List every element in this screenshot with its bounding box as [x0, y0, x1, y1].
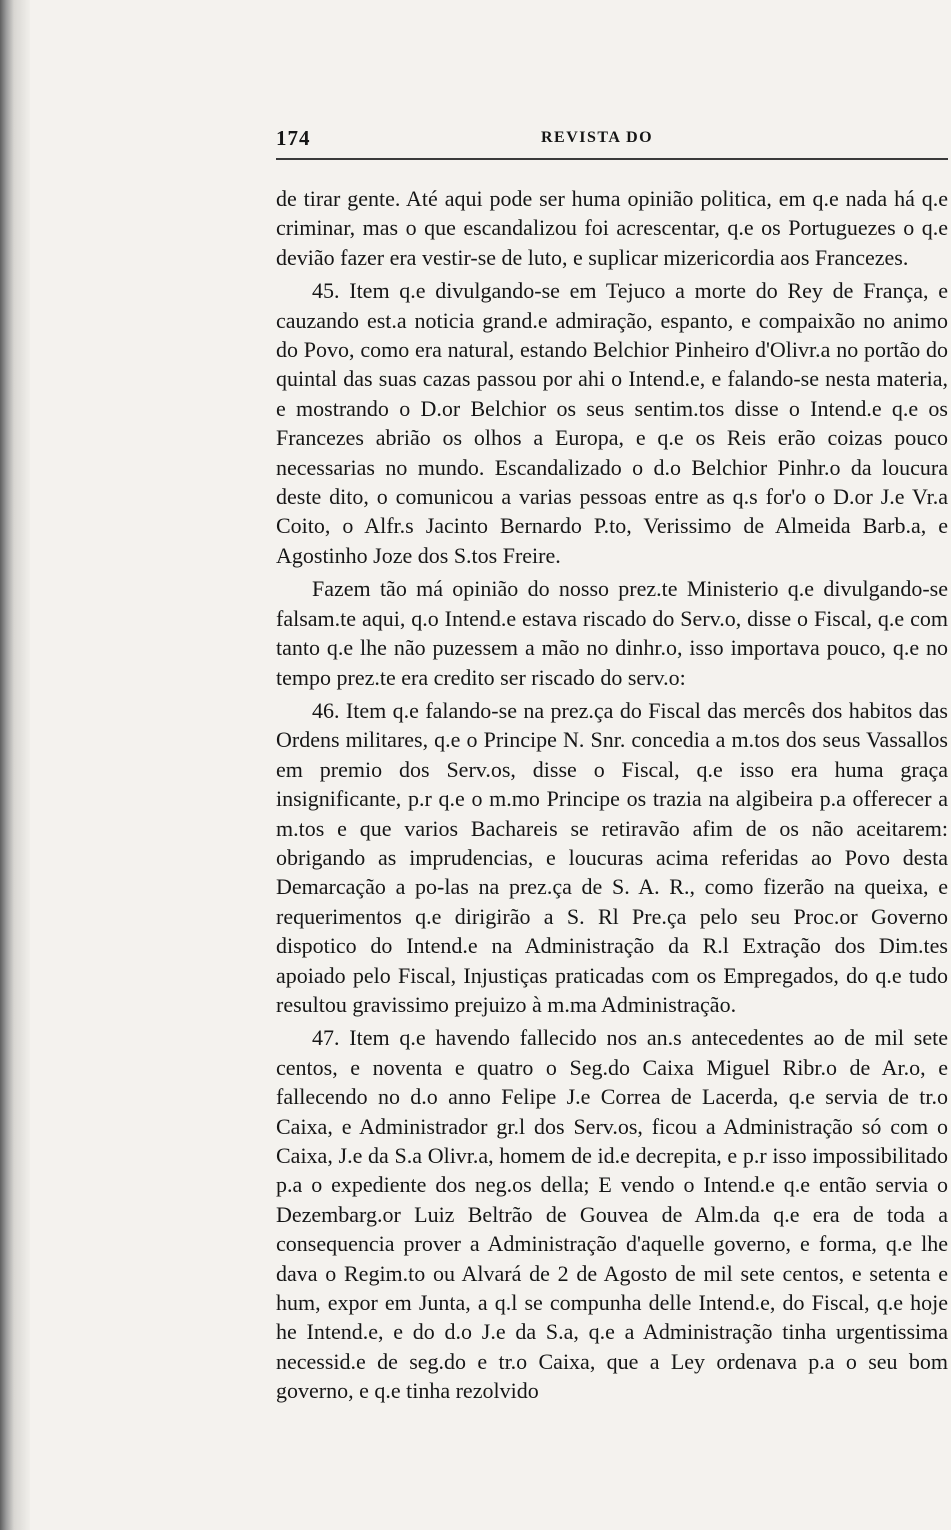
- running-title: REVISTA DO: [541, 129, 654, 146]
- page-binding-edge: [0, 0, 30, 1530]
- paragraph-continuation: de tirar gente. Até aqui pode ser huma opinião politica, em q.e nada há q.e criminar, mas o que escandalizou foi acrescentar, q.e os Portuguezes o q.e devião fazer era vestir-se de luto, e suplicar mizericordia aos Francezes.: [276, 186, 948, 270]
- text-body: [276, 184, 948, 1410]
- page-header: [276, 120, 948, 160]
- paragraph-item-46: 46. Item q.e falando-se na prez.ça do Fiscal das mercês dos habitos das Ordens militares, q.e o Principe N. Snr. concedia a m.tos dos seus Vassallos em premio dos Serv.os, disse o Fiscal, q.e isso era huma graça insignificante, p.r q.e o m.mo Principe os trazia na algibeira p.a offerecer a m.tos e que varios Bachareis se retiravão afim de os não aceitarem: obrigando as imprudencias, e loucuras acima referidas ao Povo desta Demarcação a po-las na prez.ça de S. A. R., como fizerão na queixa, e requerimentos q.e dirigirão a S. Rl Pre.ça pelo seu Proc.or Governo dispotico do Intend.e na Administração da R.l Extração dos Dim.tes apoiado pelo Fiscal, Injustiças praticadas com os Empregados, do q.e tudo resultou gravissimo prejuizo à m.ma Administração.: [276, 697, 948, 1017]
- paragraph-item-45: 45. Item q.e divulgando-se em Tejuco a morte do Rey de França, e cauzando est.a noticia grand.e admiração, espanto, e compaixão no animo do Povo, como era natural, estando Belchior Pinheiro d'Olivr.a no portão do quintal das suas cazas passou por ahi o Intend.e, e falando-se nesta materia, e mostrando o D.or Belchior os seus sentim.tos disse o Intend.e q.e os Francezes abrião os olhos a Europa, e q.e os Reis erão coizas pouco necessarias no mundo. Escandalizado o d.o Belchior Pinhr.o da loucura deste dito, o comunicou a varias pessoas entre as q.s for'o o D.or J.e Vr.a Coito, o Alfr.s Jacinto Bernardo P.to, Verissimo de Almeida Barb.a, e Agostinho Joze dos S.tos Freire.: [276, 278, 948, 568]
- header-rule: [276, 158, 948, 160]
- paragraph-fazem: Fazem tão má opinião do nosso prez.te Ministerio q.e divulgando-se falsam.te aqui, q.o Intend.e estava riscado do Serv.o, disse o Fiscal, q.e com tanto q.e lhe não puzessem a mão no dinhr.o, isso importava pouco, q.e no tempo prez.te era credito ser riscado do serv.o:: [276, 576, 948, 690]
- paragraph-item-47: 47. Item q.e havendo fallecido nos an.s antecedentes ao de mil sete centos, e noventa e quatro o Seg.do Caixa Miguel Ribr.o de Ar.o, e fallecendo no d.o anno Felipe J.e Correa de Lacerda, q.e servia de tr.o Caixa, e Administrador gr.l dos Serv.os, ficou a Administração só com o Caixa, J.e da S.a Olivr.a, homem de id.e decrepita, e p.r isso impossibilitado p.a o expediente dos neg.os della; E vendo o Intend.e q.e então servia o Dezembarg.or Luiz Beltrão de Gouvea de Alm.da q.e era de toda a consequencia prover a Administração d'aquelle governo, e forma, q.e lhe dava o Regim.to ou Alvará de 2 de Agosto de mil sete centos, e setenta e hum, expor em Junta, a q.l se compunha delle Intend.e, do Fiscal, q.e hoje he Intend.e, e do d.o J.e da S.a, q.e a Administração tinha urgentissima necessid.e de seg.do e tr.o Caixa, que a Ley ordenava p.a o seu bom governo, e q.e tinha rezolvido: [276, 1025, 948, 1404]
- page-number: 174: [276, 126, 311, 150]
